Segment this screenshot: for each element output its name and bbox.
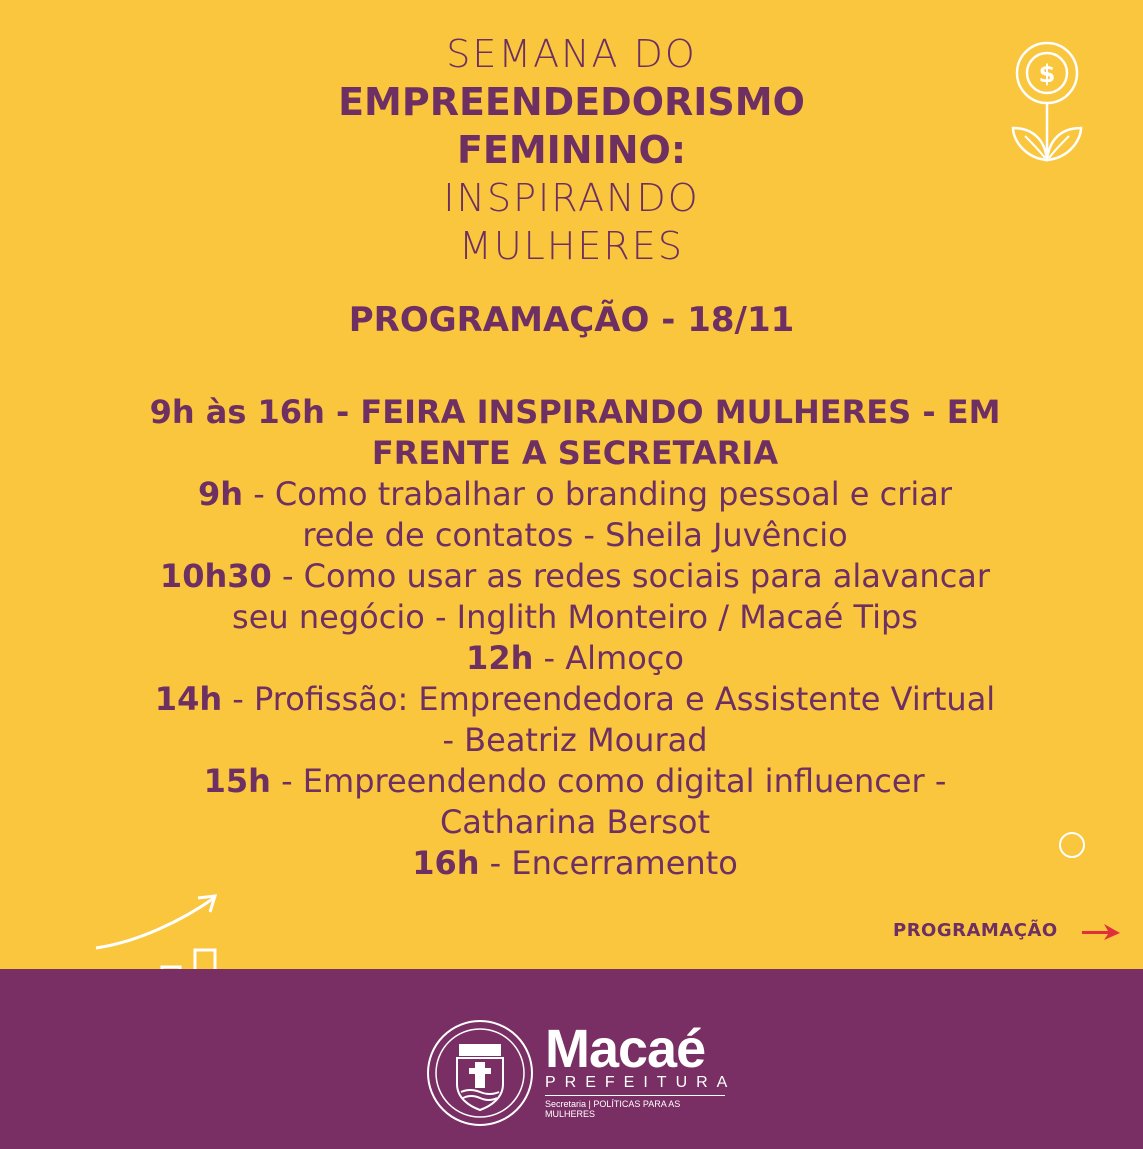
logo-name: Macaé	[545, 1019, 706, 1079]
fair-line-2: FRENTE A SECRETARIA	[371, 434, 779, 472]
schedule-text: - Como usar as redes sociais para alavancar	[271, 557, 991, 595]
title-line-4: INSPIRANDO	[443, 176, 700, 220]
title-line-3: FEMININO:	[456, 128, 687, 172]
schedule-text: - Encerramento	[479, 844, 738, 882]
schedule-time: 15h	[203, 762, 271, 800]
schedule-text: - Como trabalhar o branding pessoal e criar	[243, 475, 953, 513]
event-title	[0, 30, 1143, 270]
schedule-item	[110, 556, 1040, 597]
schedule-text-cont: rede de contatos - Sheila Juvêncio	[302, 516, 848, 554]
schedule-item	[110, 761, 1040, 802]
schedule-text-cont: seu negócio - Inglith Monteiro / Macaé Tips	[232, 598, 918, 636]
schedule-time: 16h	[412, 844, 480, 882]
title-line-1: SEMANA DO	[446, 32, 697, 76]
schedule-time: 10h30	[159, 557, 272, 595]
schedule-text-cont: Catharina Bersot	[439, 803, 711, 841]
city-logo	[545, 1019, 737, 1119]
fair-line-1: 9h às 16h - FEIRA INSPIRANDO MULHERES - EM	[149, 393, 1001, 431]
schedule-time: 12h	[466, 639, 534, 677]
schedule-item	[110, 474, 1040, 515]
schedule-text: - Empreendendo como digital influencer -	[270, 762, 947, 800]
logo-secretaria: Secretaria | POLÍTICAS PARA AS MULHERES	[545, 1095, 725, 1119]
city-crest-icon	[425, 1018, 535, 1128]
arrow-right-icon[interactable]	[1082, 922, 1120, 942]
decorative-circle	[1059, 832, 1085, 858]
title-line-2: EMPREENDEDORISMO	[338, 80, 805, 124]
schedule-text: - Profissão: Empreendedora e Assistente Virtual	[222, 680, 996, 718]
schedule-time: 14h	[154, 680, 223, 718]
svg-text:$: $	[1038, 60, 1056, 88]
schedule-item	[110, 638, 1040, 679]
schedule-text-cont: - Beatriz Mourad	[442, 721, 708, 759]
schedule-item	[110, 679, 1040, 720]
schedule-text: - Almoço	[533, 639, 684, 677]
schedule-time: 9h	[197, 475, 244, 513]
next-page-link[interactable]: PROGRAMAÇÃO	[893, 920, 1058, 941]
program-title: PROGRAMAÇÃO - 18/11	[348, 300, 795, 340]
logo-subtitle: PREFEITURA	[545, 1074, 737, 1091]
schedule	[110, 392, 1040, 884]
schedule-item	[110, 843, 1040, 884]
title-line-5: MULHERES	[459, 224, 684, 268]
